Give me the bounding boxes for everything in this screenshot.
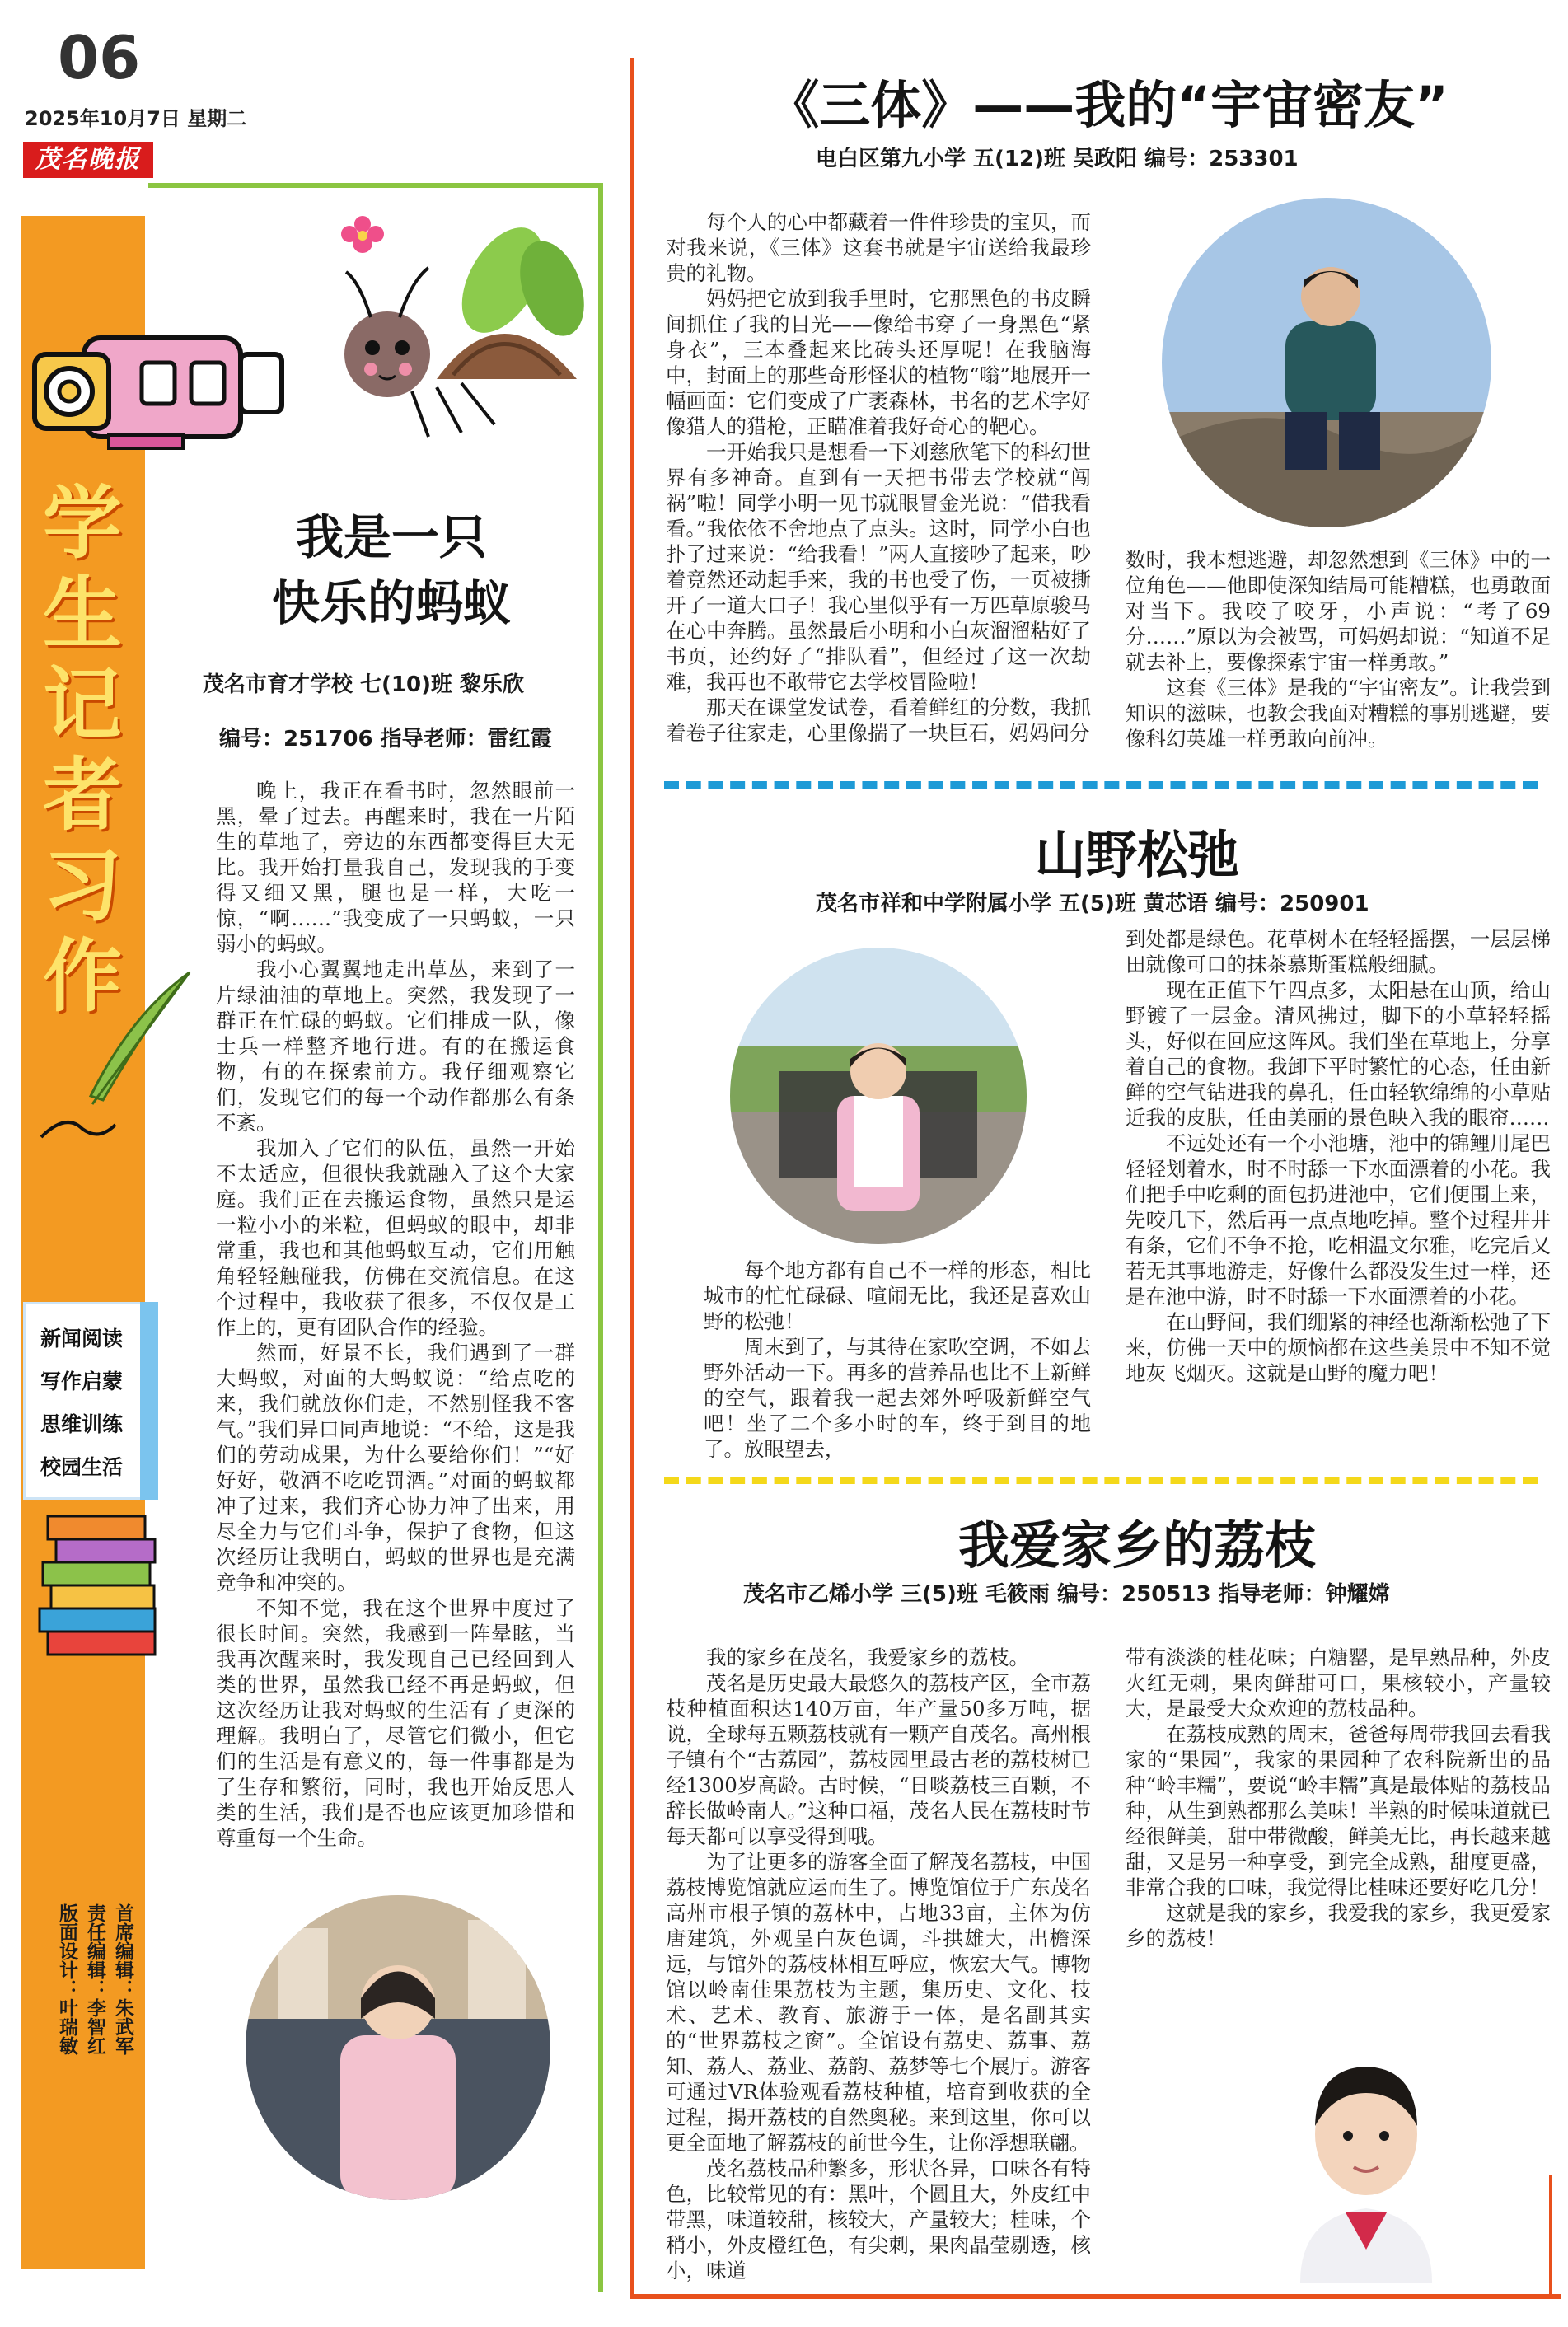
article-ant-paragraph: 我小心翼翼地走出草丛，来到了一片绿油油的草地上。突然，我发现了一群正在忙碌的蚂蚁。它们排成一队，像士兵一样整齐地行进。有的在搬运食物，有的在探索前方。我仔细观察它们，发现它们的每一个动作都那么有条不紊。 <box>216 957 575 1135</box>
green-divider <box>598 183 603 2292</box>
author-photo-mao-xiaoyu <box>1267 2035 1465 2283</box>
article-mountain-body-col2 <box>1126 926 1551 1386</box>
article-mountain-paragraph: 在山野间，我们绷紧的神经也渐渐松弛了下来，仿佛一天中的烦恼都在这些美景中不知不觉地灰飞烟灭。这就是山野的魔力吧！ <box>1126 1310 1551 1385</box>
article-ant-paragraph: 晚上，我正在看书时，忽然眼前一黑，晕了过去。再醒来时，我在一片陌生的草地了，旁边的东西都变得巨大无比。我开始打量我自己，发现我的手变得又细又黑，腿也是一样，大吃一惊，“啊……”我变成了一只蚂蚁，一只弱小的蚂蚁。 <box>216 779 575 956</box>
article-santi-paragraph: 这套《三体》是我的“宇宙密友”。让我尝到知识的滋味，也教会我面对糟糕的事别逃避，要像科幻英雄一样勇敢向前冲。 <box>1126 676 1551 751</box>
article-ant-body <box>216 778 575 1851</box>
quill-pen-illustration <box>33 964 198 1145</box>
nav-item-thinking-training[interactable]: 思维训练 <box>40 1412 124 1436</box>
credit-responsible-editor: 责任编辑：李智红 <box>84 1903 105 2055</box>
article-ant-paragraph: 不知不觉，我在这个世界中度过了很长时间。突然，我感到一阵晕眩，当我再次醒来时，我发现自己已经回到人类的世界，虽然我已经不再是蚂蚁，但这次经历让我对蚂蚁的生活有了更深的理解。我明白了，尽管它们微小，但它们的生活是有意义的，每一件事都是为了生存和繁衍，同时，我也开始反思人类的生活，我们是否也应该更加珍惜和尊重每一个生命。 <box>216 1596 575 1850</box>
issue-date: 2025年10月7日 星期二 <box>25 107 247 130</box>
article-ant-meta: 编号：251706 指导老师：雷红霞 <box>219 727 552 751</box>
article-ant-paragraph: 然而，好景不长，我们遇到了一群大蚂蚁，对面的大蚂蚁说：“给点吃的来，我们就放你们走，不然别怪我不客气。”我们异口同声地说：“不给，这是我们的劳动成果，为什么要给你们！”“好好好，敬酒不吃吃罚酒。”对面的蚂蚁都冲了过来，我们齐心协力冲了出来，用尽全力与它们斗争，保护了食物，但这次经历让我明白，蚂蚁的世界也是充满竞争和冲突的。 <box>216 1341 575 1594</box>
article-lychee-paragraph: 这就是我的家乡，我爱我的家乡，我更爱家乡的荔枝！ <box>1126 1901 1551 1950</box>
article-mountain-paragraph: 到处都是绿色。花草树木在轻轻摇摆，一层层梯田就像可口的抹茶慕斯蛋糕般细腻。 <box>1126 927 1551 976</box>
article-santi-title: 《三体》——我的“宇宙密友” <box>768 75 1449 135</box>
green-top-divider <box>148 183 601 188</box>
nav-item-news-reading[interactable]: 新闻阅读 <box>40 1327 124 1351</box>
article-mountain-paragraph: 不远处还有一个小池塘，池中的锦鲤用尾巴轻轻划着水，时不时舔一下水面漂着的小花。我们把手中吃剩的面包扔进池中，它们便围上来，先咬几下，然后再一点点地吃掉。整个过程井井有条，它们不争不抢，吃相温文尔雅，吃完后又若无其事地游走，好像什么都没发生过一样，还是在池中游，时不时舔一下水面漂着的小花。 <box>1126 1131 1551 1309</box>
article-lychee-paragraph: 我的家乡在茂名，我爱家乡的荔枝。 <box>706 1646 1029 1669</box>
article-santi-byline: 电白区第九小学 五(12)班 吴政阳 编号：253301 <box>816 147 1299 171</box>
orange-divider <box>630 58 634 2299</box>
blue-dashed-divider <box>664 781 1538 789</box>
article-santi-paragraph: 那天在课堂发试卷，看着鲜红的分数，我抓着卷子往家走，心里像揣了一块巨石，妈妈问分 <box>666 695 1091 745</box>
article-santi-paragraph: 数时，我本想逃避，却忽然想到《三体》中的一位角色——他即使深知结局可能糟糕，也勇敢面对当下。我咬了咬牙，小声说：“考了69分……”原以为会被骂，可妈妈却说：“知道不足就去补上，要像探索宇宙一样勇敢。” <box>1126 548 1551 674</box>
nav-item-writing-enlightenment[interactable]: 写作启蒙 <box>40 1370 124 1393</box>
article-lychee-byline: 茂名市乙烯小学 三(5)班 毛筱雨 编号：250513 指导老师：钟耀嫦 <box>743 1582 1390 1607</box>
page-number: 06 <box>58 23 141 92</box>
author-photo-huang-xinyu <box>730 948 1027 1244</box>
camera-illustration <box>18 330 298 453</box>
credit-layout-designer: 版面设计：叶瑞敏 <box>56 1903 77 2055</box>
section-nav <box>23 1302 155 1500</box>
article-ant-byline: 茂名市育才学校 七(10)班 黎乐欣 <box>203 672 525 697</box>
article-mountain-paragraph: 现在正值下午四点多，太阳悬在山顶，给山野镀了一层金。清风拂过，脚下的小草轻轻摇头，好似在回应这阵风。我们坐在草地上，分享着自己的食物。我卸下平时繁忙的心态，任由新鲜的空气钻进我的鼻孔，任由轻软绵绵的小草贴近我的皮肤，任由美丽的景色映入我的眼帘…… <box>1126 978 1551 1130</box>
nav-item-campus-life[interactable]: 校园生活 <box>40 1455 124 1479</box>
article-ant-paragraph: 我加入了它们的队伍，虽然一开始不太适应，但很快我就融入了这个大家庭。我们正在去搬运食物，虽然只是运一粒小小的米粒，但蚂蚁的眼中，却非常重，我也和其他蚂蚁互动，它们用触角轻轻触碰我，仿佛在交流信息。在这个过程中，我收获了很多，不仅仅是工作上的，更有团队合作的经验。 <box>216 1136 575 1339</box>
nav-accent-bar <box>140 1302 158 1500</box>
author-photo-wu-zhengyang <box>1162 198 1491 527</box>
article-lychee-title: 我爱家乡的荔枝 <box>957 1515 1316 1576</box>
article-mountain-paragraph: 每个地方都有自己不一样的形态，相比城市的忙忙碌碌、喧闹无比，我还是喜欢山野的松弛！ <box>704 1258 1091 1333</box>
article-ant-title <box>198 504 585 636</box>
article-mountain-paragraph: 周末到了，与其待在家吹空调，不如去野外活动一下。再多的营养品也比不上新鲜的空气，跟着我一起去郊外呼吸新鲜空气吧！坐了二个多小时的车，终于到目的地了。放眼望去， <box>704 1335 1091 1461</box>
ant-illustration <box>313 214 593 453</box>
credit-chief-editor: 首席编辑：朱武军 <box>112 1903 133 2055</box>
article-ant-title-line-2: 快乐的蚂蚁 <box>271 575 511 631</box>
orange-right-divider <box>1549 2175 1552 2299</box>
article-lychee-paragraph: 在荔枝成熟的周末，爸爸每周带我回去看我家的“果园”，我家的果园种了农科院新出的品种“岭丰糯”，要说“岭丰糯”真是最体贴的荔枝品种，从生到熟都那么美味！半熟的时候味道就已经很鲜美，甜中带微酸，鲜美无比，再长越来越甜，又是另一种享受，到完全成熟，甜度更盛，非常合我的口味，我觉得比桂味还要好吃几分！ <box>1126 1722 1551 1899</box>
author-photo-li-lexin <box>246 1895 550 2200</box>
article-santi-body-col2 <box>1126 547 1551 751</box>
article-santi-paragraph: 每个人的心中都藏着一件件珍贵的宝贝，而对我来说，《三体》这套书就是宇宙送给我最珍贵的礼物。 <box>666 210 1091 285</box>
books-illustration <box>23 1508 180 1664</box>
article-mountain-byline: 茂名市祥和中学附属小学 五(5)班 黄芯语 编号：250901 <box>816 892 1369 916</box>
article-santi-paragraph: 妈妈把它放到我手里时，它那黑色的书皮瞬间抓住了我的目光——像给书穿了一身黑色“紧身衣”，三本叠起来比砖头还厚呢！在我脑海中，封面上的那些奇形怪状的植物“嗡”地展开一幅画面：它们变成了广袤森林，书名的艺术字好像猎人的猎枪，正瞄准着我好奇心的靶心。 <box>666 287 1091 438</box>
editorial-credits <box>56 1903 137 2250</box>
column-title: 学生记者习作 <box>43 477 122 1023</box>
article-lychee-body-col2 <box>1126 1645 1551 1951</box>
article-lychee-paragraph: 茂名是历史最大最悠久的荔枝产区，全市荔枝种植面积达140万亩，年产量50多万吨，据说，全球每五颗荔枝就有一颗产自茂名。高州根子镇有个“古荔园”，荔枝园里最古老的荔枝树已经1300岁高龄。古时候，“日啖荔枝三百颗，不辞长做岭南人。”这种口福，茂名人民在荔枝时节每天都可以享受得到哦。 <box>666 1671 1091 1848</box>
yellow-dashed-divider <box>664 1477 1538 1484</box>
article-santi-paragraph: 一开始我只是想看一下刘慈欣笔下的科幻世界有多神奇。直到有一天把书带去学校就“闯祸”啦！同学小明一见书就眼冒金光说：“借我看看。”我依依不舍地点了点头。这时，同学小白也扑了过来说：“给我看！”两人直接吵了起来，吵着竟然还动起手来，我的书也受了伤，一页被撕开了一道大口子！我心里似乎有一万匹草原骏马在心中奔腾。虽然最后小明和小白灰溜溜粘好了书页，还约好了“排队看”，但经过了这一次劫难，我再也不敢带它去学校冒险啦！ <box>666 440 1091 694</box>
article-santi-body-col1 <box>666 209 1091 746</box>
article-lychee-body-col1 <box>666 1645 1091 2283</box>
article-ant-title-line-1: 我是一只 <box>295 509 487 565</box>
article-lychee-paragraph: 为了让更多的游客全面了解茂名荔枝，中国荔枝博览馆就应运而生了。博览馆位于广东茂名高州市根子镇的荔林中，占地33亩，主体为仿唐建筑，外观呈白灰色调，斗拱雄大，出檐深远，与馆外的荔枝林相互呼应，恢宏大气。博物馆以岭南佳果荔枝为主题，集历史、文化、技术、艺术、教育、旅游于一体，是名副其实的“世界荔枝之窗”。全馆设有荔史、荔事、荔知、荔人、荔业、荔韵、荔梦等七个展厅。游客可通过VR体验观看荔枝种植，培育到收获的全过程，揭开荔枝的自然奥秘。来到这里，你可以更全面地了解荔枝的前世今生，让你浮想联翩。 <box>666 1850 1091 2155</box>
article-lychee-paragraph: 茂名荔枝品种繁多，形状各异，口味各有特色，比较常见的有：黑叶，个圆且大，外皮红中带黑，味道较甜，核较大，产量较大；桂味，个稍小，外皮橙红色，有尖刺，果肉晶莹剔透，核小，味道 <box>666 2156 1091 2283</box>
newspaper-logo: 茂名晚报 <box>23 142 153 178</box>
article-mountain-body-col1 <box>704 1257 1091 1462</box>
article-mountain-title: 山野松弛 <box>1034 825 1239 885</box>
article-lychee-paragraph: 带有淡淡的桂花味；白糖罂，是早熟品种，外皮火红无刺，果肉鲜甜可口，果核较小，产量较大，是最受大众欢迎的荔枝品种。 <box>1126 1646 1551 1721</box>
orange-bottom-divider <box>630 2294 1561 2299</box>
